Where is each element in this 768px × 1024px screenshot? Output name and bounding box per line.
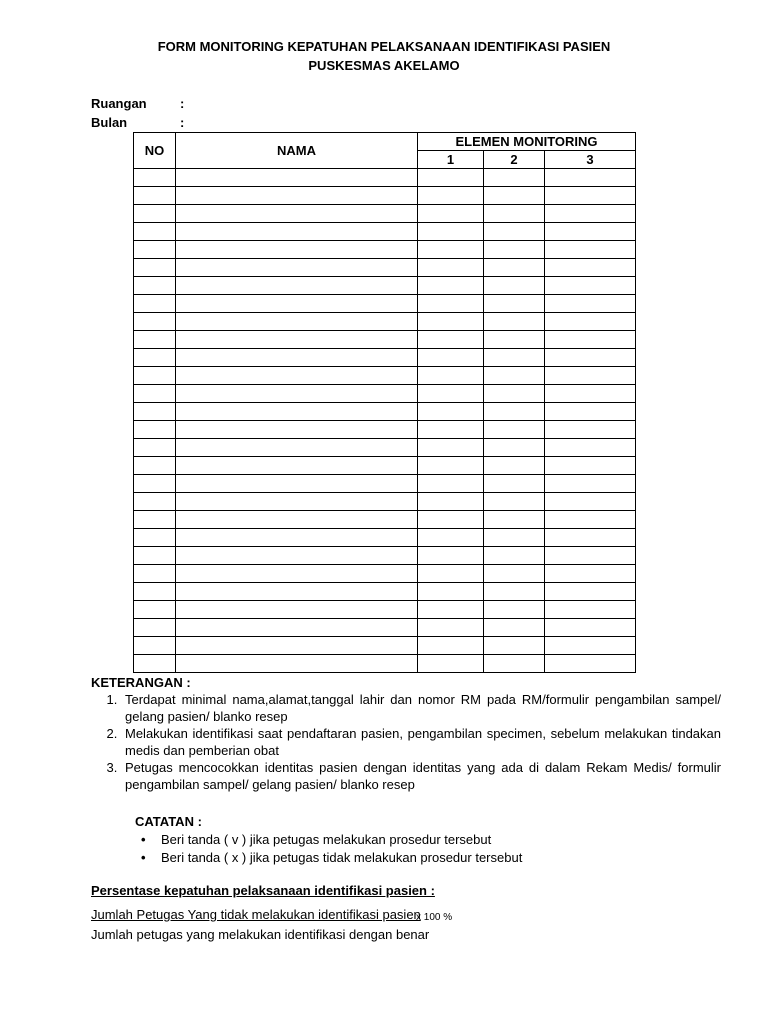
cell-elemen-1[interactable]: [418, 457, 484, 475]
cell-no[interactable]: [134, 529, 176, 547]
cell-elemen-2[interactable]: [484, 493, 545, 511]
cell-elemen-2[interactable]: [484, 169, 545, 187]
cell-nama[interactable]: [176, 169, 418, 187]
keterangan-section: [91, 674, 721, 793]
keterangan-item: 2. Melakukan identifikasi saat pendaftaran pasien, pengambilan specimen, sebelum melakukan tindakan medis dan pemberian obat: [121, 725, 721, 759]
table-row: [134, 601, 636, 619]
table-row: [134, 385, 636, 403]
catatan-heading: CATATAN :: [135, 814, 202, 829]
cell-elemen-3[interactable]: [545, 331, 636, 349]
cell-nama[interactable]: [176, 547, 418, 565]
cell-elemen-1[interactable]: [418, 241, 484, 259]
cell-elemen-3[interactable]: [545, 223, 636, 241]
formula-numerator: Jumlah Petugas Yang tidak melakukan identifikasi pasien: [91, 907, 421, 922]
ruangan-colon: :: [180, 96, 185, 111]
cell-elemen-1[interactable]: [418, 601, 484, 619]
cell-elemen-3[interactable]: [545, 637, 636, 655]
cell-no[interactable]: [134, 349, 176, 367]
cell-nama[interactable]: [176, 331, 418, 349]
cell-elemen-2[interactable]: [484, 223, 545, 241]
cell-no[interactable]: [134, 403, 176, 421]
cell-nama[interactable]: [176, 421, 418, 439]
cell-nama[interactable]: [176, 619, 418, 637]
keterangan-item: 3. Petugas mencocokkan identitas pasien dengan identitas yang ada di dalam Rekam Medis/ formulir pengambilan sampel/ gelang pasien/ blanko resep: [121, 759, 721, 793]
cell-elemen-3[interactable]: [545, 457, 636, 475]
cell-no[interactable]: [134, 241, 176, 259]
cell-elemen-3[interactable]: [545, 475, 636, 493]
cell-nama[interactable]: [176, 583, 418, 601]
cell-elemen-3[interactable]: [545, 187, 636, 205]
cell-no[interactable]: [134, 565, 176, 583]
monitoring-table: [133, 132, 636, 673]
cell-nama[interactable]: [176, 187, 418, 205]
cell-elemen-1[interactable]: [418, 313, 484, 331]
cell-nama[interactable]: [176, 205, 418, 223]
cell-elemen-1[interactable]: [418, 169, 484, 187]
table-row: [134, 457, 636, 475]
cell-elemen-1[interactable]: [418, 439, 484, 457]
cell-elemen-1[interactable]: [418, 385, 484, 403]
catatan-item-text: Beri tanda ( v ) jika petugas melakukan prosedur tersebut: [161, 832, 492, 847]
cell-nama[interactable]: [176, 277, 418, 295]
cell-elemen-3[interactable]: [545, 493, 636, 511]
col-header-no: NO: [134, 133, 176, 169]
cell-elemen-3[interactable]: [545, 529, 636, 547]
cell-elemen-2[interactable]: [484, 295, 545, 313]
cell-elemen-3[interactable]: [545, 169, 636, 187]
cell-no[interactable]: [134, 457, 176, 475]
cell-elemen-3[interactable]: [545, 259, 636, 277]
form-title-line2: PUSKESMAS AKELAMO: [308, 58, 460, 73]
cell-nama[interactable]: [176, 655, 418, 673]
cell-elemen-2[interactable]: [484, 601, 545, 619]
cell-no[interactable]: [134, 205, 176, 223]
cell-elemen-1[interactable]: [418, 187, 484, 205]
cell-no[interactable]: [134, 583, 176, 601]
catatan-item: [141, 831, 522, 849]
cell-elemen-1[interactable]: [418, 295, 484, 313]
cell-elemen-1[interactable]: [418, 421, 484, 439]
table-row: [134, 295, 636, 313]
cell-elemen-1[interactable]: [418, 475, 484, 493]
col-header-nama: NAMA: [176, 133, 418, 169]
table-row: [134, 205, 636, 223]
table-row: [134, 493, 636, 511]
table-row: [134, 565, 636, 583]
keterangan-heading: KETERANGAN :: [91, 675, 191, 690]
cell-elemen-3[interactable]: [545, 205, 636, 223]
table-row: [134, 169, 636, 187]
ruangan-label: Ruangan: [91, 96, 147, 111]
cell-elemen-3[interactable]: [545, 601, 636, 619]
cell-elemen-1[interactable]: [418, 637, 484, 655]
cell-nama[interactable]: [176, 493, 418, 511]
subcol-header-3: 3: [545, 151, 636, 169]
cell-elemen-1[interactable]: [418, 403, 484, 421]
cell-nama[interactable]: [176, 439, 418, 457]
cell-elemen-3[interactable]: [545, 511, 636, 529]
table-row: [134, 403, 636, 421]
cell-no[interactable]: [134, 385, 176, 403]
cell-elemen-2[interactable]: [484, 385, 545, 403]
table-body: [134, 169, 636, 673]
cell-nama[interactable]: [176, 349, 418, 367]
cell-elemen-2[interactable]: [484, 511, 545, 529]
cell-elemen-1[interactable]: [418, 547, 484, 565]
cell-elemen-1[interactable]: [418, 655, 484, 673]
cell-elemen-1[interactable]: [418, 277, 484, 295]
cell-elemen-3[interactable]: [545, 385, 636, 403]
cell-nama[interactable]: [176, 295, 418, 313]
cell-elemen-2[interactable]: [484, 187, 545, 205]
cell-nama[interactable]: [176, 475, 418, 493]
cell-elemen-3[interactable]: [545, 421, 636, 439]
catatan-item-text: Beri tanda ( x ) jika petugas tidak melakukan prosedur tersebut: [161, 850, 523, 865]
cell-elemen-1[interactable]: [418, 529, 484, 547]
cell-elemen-2[interactable]: [484, 349, 545, 367]
cell-elemen-1[interactable]: [418, 619, 484, 637]
cell-elemen-2[interactable]: [484, 637, 545, 655]
cell-elemen-2[interactable]: [484, 529, 545, 547]
cell-nama[interactable]: [176, 223, 418, 241]
table-row: [134, 511, 636, 529]
cell-nama[interactable]: [176, 403, 418, 421]
col-header-elemen: ELEMEN MONITORING: [418, 133, 636, 151]
cell-elemen-3[interactable]: [545, 313, 636, 331]
table-row: [134, 241, 636, 259]
catatan-section: [135, 813, 522, 867]
cell-elemen-3[interactable]: [545, 403, 636, 421]
cell-nama[interactable]: [176, 511, 418, 529]
cell-elemen-2[interactable]: [484, 403, 545, 421]
cell-elemen-2[interactable]: [484, 475, 545, 493]
cell-elemen-1[interactable]: [418, 367, 484, 385]
table-row: [134, 583, 636, 601]
table-row: [134, 655, 636, 673]
bulan-row: [91, 115, 184, 130]
bulan-colon: :: [180, 115, 185, 130]
bullet-icon: •: [141, 850, 146, 865]
cell-elemen-3[interactable]: [545, 241, 636, 259]
cell-elemen-3[interactable]: [545, 349, 636, 367]
cell-elemen-1[interactable]: [418, 583, 484, 601]
cell-no[interactable]: [134, 169, 176, 187]
cell-elemen-2[interactable]: [484, 655, 545, 673]
table-row: [134, 223, 636, 241]
cell-no[interactable]: [134, 511, 176, 529]
cell-elemen-3[interactable]: [545, 439, 636, 457]
cell-elemen-2[interactable]: [484, 619, 545, 637]
cell-nama[interactable]: [176, 601, 418, 619]
cell-no[interactable]: [134, 655, 176, 673]
cell-elemen-2[interactable]: [484, 367, 545, 385]
cell-no[interactable]: [134, 295, 176, 313]
form-title-line1: FORM MONITORING KEPATUHAN PELAKSANAAN IDENTIFIKASI PASIEN: [157, 39, 611, 54]
cell-elemen-3[interactable]: [545, 367, 636, 385]
keterangan-item: 1. Terdapat minimal nama,alamat,tanggal lahir dan nomor RM pada RM/formulir pengambilan sampel/ gelang pasien/ blanko resep: [121, 691, 721, 725]
cell-no[interactable]: [134, 601, 176, 619]
cell-elemen-3[interactable]: [545, 583, 636, 601]
table-row: [134, 421, 636, 439]
cell-elemen-2[interactable]: [484, 583, 545, 601]
cell-elemen-3[interactable]: [545, 565, 636, 583]
table-row: [134, 259, 636, 277]
cell-no[interactable]: [134, 547, 176, 565]
cell-elemen-2[interactable]: [484, 331, 545, 349]
cell-elemen-1[interactable]: [418, 259, 484, 277]
cell-elemen-2[interactable]: [484, 547, 545, 565]
persentase-heading: Persentase kepatuhan pelaksanaan identifikasi pasien :: [91, 883, 435, 898]
table-row: [134, 637, 636, 655]
formula-multiplier: x 100 %: [416, 912, 453, 923]
cell-elemen-2[interactable]: [484, 277, 545, 295]
cell-nama[interactable]: [176, 385, 418, 403]
cell-nama[interactable]: [176, 565, 418, 583]
catatan-item: [141, 849, 523, 867]
cell-nama[interactable]: [176, 259, 418, 277]
cell-elemen-2[interactable]: [484, 565, 545, 583]
cell-elemen-1[interactable]: [418, 205, 484, 223]
cell-no[interactable]: [134, 439, 176, 457]
catatan-list: [135, 831, 522, 867]
cell-nama[interactable]: [176, 367, 418, 385]
cell-no[interactable]: [134, 313, 176, 331]
keterangan-list: [91, 691, 721, 793]
cell-no[interactable]: [134, 187, 176, 205]
cell-no[interactable]: [134, 331, 176, 349]
table-row: [134, 529, 636, 547]
cell-elemen-3[interactable]: [545, 295, 636, 313]
cell-elemen-2[interactable]: [484, 421, 545, 439]
cell-no[interactable]: [134, 493, 176, 511]
subcol-header-1: 1: [418, 151, 484, 169]
cell-nama[interactable]: [176, 529, 418, 547]
table-row: [134, 331, 636, 349]
cell-no[interactable]: [134, 223, 176, 241]
table-row: [134, 349, 636, 367]
cell-nama[interactable]: [176, 637, 418, 655]
cell-elemen-1[interactable]: [418, 493, 484, 511]
table-row: [134, 187, 636, 205]
bullet-icon: •: [141, 832, 146, 847]
cell-elemen-1[interactable]: [418, 511, 484, 529]
cell-no[interactable]: [134, 367, 176, 385]
cell-elemen-2[interactable]: [484, 241, 545, 259]
cell-no[interactable]: [134, 619, 176, 637]
table-row: [134, 547, 636, 565]
ruangan-row: [91, 96, 184, 111]
cell-elemen-1[interactable]: [418, 223, 484, 241]
cell-elemen-1[interactable]: [418, 349, 484, 367]
cell-no[interactable]: [134, 475, 176, 493]
cell-nama[interactable]: [176, 457, 418, 475]
cell-elemen-1[interactable]: [418, 331, 484, 349]
table-row: [134, 475, 636, 493]
cell-nama[interactable]: [176, 241, 418, 259]
formula-denominator: Jumlah petugas yang melakukan identifikasi dengan benar: [91, 927, 430, 942]
cell-elemen-3[interactable]: [545, 277, 636, 295]
cell-nama[interactable]: [176, 313, 418, 331]
table-row: [134, 313, 636, 331]
cell-elemen-2[interactable]: [484, 439, 545, 457]
cell-elemen-2[interactable]: [484, 205, 545, 223]
cell-elemen-3[interactable]: [545, 655, 636, 673]
bulan-label: Bulan: [91, 115, 128, 130]
cell-no[interactable]: [134, 637, 176, 655]
cell-elemen-2[interactable]: [484, 259, 545, 277]
subcol-header-2: 2: [484, 151, 545, 169]
cell-no[interactable]: [134, 277, 176, 295]
cell-elemen-2[interactable]: [484, 313, 545, 331]
cell-elemen-3[interactable]: [545, 547, 636, 565]
cell-elemen-3[interactable]: [545, 619, 636, 637]
table-row: [134, 277, 636, 295]
cell-no[interactable]: [134, 259, 176, 277]
table-row: [134, 439, 636, 457]
cell-no[interactable]: [134, 421, 176, 439]
table-row: [134, 367, 636, 385]
table-row: [134, 619, 636, 637]
cell-elemen-1[interactable]: [418, 565, 484, 583]
cell-elemen-2[interactable]: [484, 457, 545, 475]
